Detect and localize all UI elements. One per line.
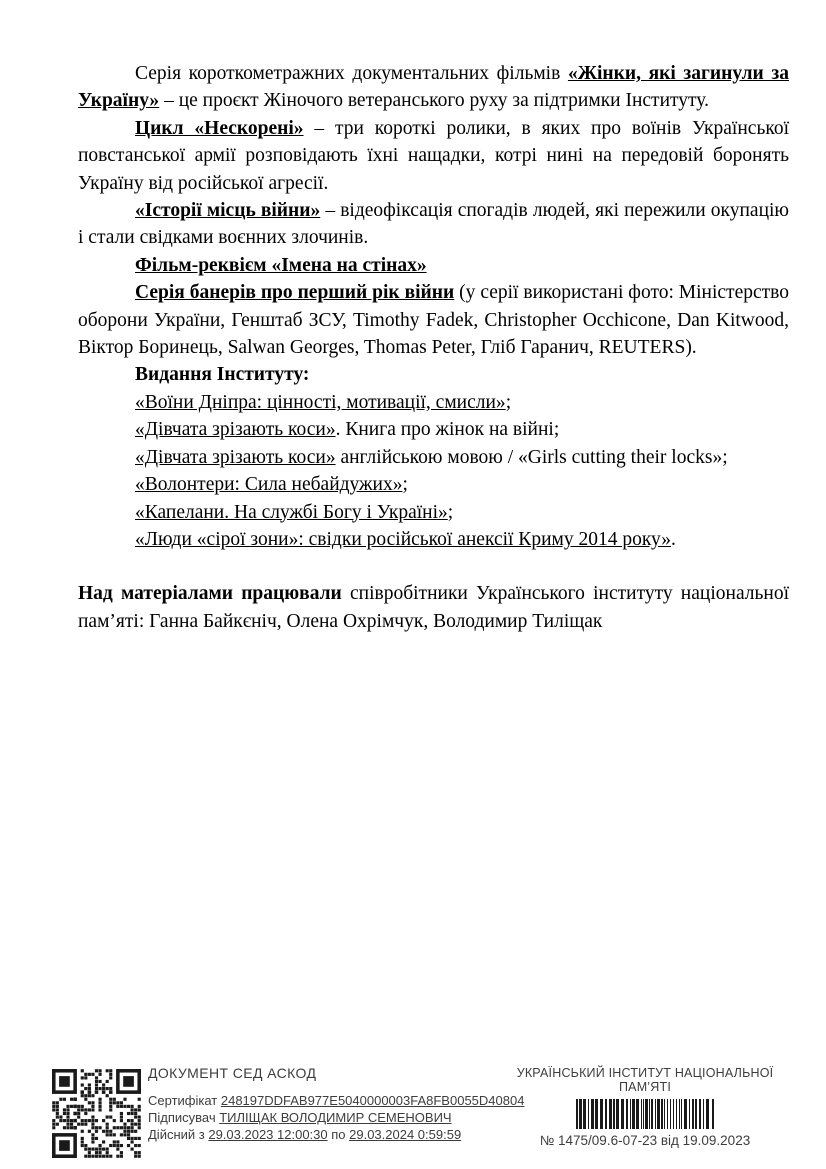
- valid-to-date: 29.03.2024 0:59:59: [349, 1127, 462, 1142]
- publications-heading: [78, 361, 789, 388]
- document-body: [78, 60, 789, 635]
- qr-code-image: [52, 1069, 141, 1158]
- signature-stamp: [148, 1065, 525, 1143]
- link-names-on-walls-film[interactable]: Фільм-реквієм «Імена на стінах»: [135, 254, 427, 276]
- paragraph-text: Серія короткометражних документальних фільмів: [135, 63, 568, 84]
- publication-item: [78, 444, 789, 471]
- certificate-label: Сертифікат: [148, 1093, 221, 1108]
- link-banners-series[interactable]: Серія банерів про перший рік війни: [135, 282, 455, 304]
- link-publication-girls-cut-locks-en[interactable]: «Дівчата зрізають коси»: [135, 446, 336, 468]
- publication-item: [78, 416, 789, 443]
- paragraph-text: . Книга про жінок на війні;: [335, 419, 560, 441]
- paragraph-text: – відеофіксація спогадів людей, які пережили окупацію і стали свідками воєнних злочинів.: [78, 200, 789, 249]
- link-publication-chaplains[interactable]: «Капелани. На службі Богу і Україні»: [135, 501, 448, 523]
- paragraph-neskoreni-cycle: [78, 115, 789, 197]
- paragraph-text: (у серії використані фото: Міністерство оборони України, Генштаб ЗСУ, Timothy Fadek, Christopher Occhicone, Dan Kitwood, Віктор Боринець, Salwan Georges, Thomas Peter, Гліб Гаранич, REUTERS).: [78, 282, 789, 359]
- validity-separator: по: [327, 1127, 350, 1142]
- link-neskoreni-cycle[interactable]: Цикл «Нескорені»: [135, 117, 304, 139]
- paragraph-text: співробітники Українського інституту національної пам’яті: Ганна Байкєніч, Олена Охрімчук, Володимир Тиліщак: [78, 583, 789, 632]
- signer-label: Підписувач: [148, 1110, 220, 1125]
- paragraph-text: – це проєкт Жіночого ветеранського руху за підтримки Інституту.: [159, 90, 709, 112]
- publication-item: [78, 471, 789, 498]
- heading-text: Видання Інституту:: [135, 364, 310, 386]
- paragraph-text: .: [671, 528, 676, 550]
- signature-system-label: ДОКУМЕНТ СЕД АСКОД: [148, 1065, 317, 1081]
- link-publication-voiny-dnipra[interactable]: «Воїни Дніпра: цінності, мотивації, смисли»: [135, 391, 506, 413]
- publication-item: [78, 389, 789, 416]
- link-war-places-stories[interactable]: «Історії місць війни»: [135, 200, 321, 222]
- publication-item: [78, 499, 789, 526]
- link-publication-girls-cut-locks[interactable]: «Дівчата зрізають коси»: [135, 419, 336, 441]
- certificate-line: [148, 1092, 525, 1109]
- paragraph-text: ;: [505, 391, 512, 413]
- certificate-number: 248197DDFAB977E5040000003FA8FB0055D40804: [220, 1093, 525, 1108]
- signer-line: [148, 1109, 498, 1126]
- barcode-image: [576, 1099, 715, 1129]
- paragraph-women-films: [78, 60, 789, 115]
- validity-line: [148, 1126, 498, 1143]
- paragraph-text: англійською мовою / «Girls cutting their locks»;: [335, 446, 728, 468]
- registration-stamp: [500, 1066, 790, 1148]
- credits-lead: Над матеріалами працювали: [78, 583, 342, 605]
- valid-from-date: 29.03.2023 12:00:30: [208, 1127, 328, 1142]
- publication-item: [78, 526, 789, 553]
- paragraph-text: – три короткі ролики, в яких про воїнів Української повстанської армії розповідають їхні нащадки, котрі нині на передовій боронять Україну від російської агресії.: [78, 117, 789, 194]
- credits-paragraph: [78, 580, 789, 635]
- link-publication-grey-zone-people[interactable]: «Люди «сірої зони»: свідки російської анексії Криму 2014 року»: [135, 528, 672, 550]
- registration-number: № 1475/09.6-07-23 від 19.09.2023: [539, 1133, 751, 1148]
- paragraph-requiem-film: [78, 252, 789, 279]
- link-publication-volunteers[interactable]: «Волонтери: Сила небайдужих»: [135, 474, 403, 496]
- organization-name: УКРАЇНСЬКИЙ ІНСТИТУТ НАЦІОНАЛЬНОЇ ПАМ’ЯТІ: [516, 1066, 774, 1094]
- paragraph-war-places-stories: [78, 197, 789, 252]
- paragraph-text: ;: [447, 501, 454, 523]
- validity-label: Дійсний з: [148, 1127, 209, 1142]
- signer-name: ТИЛІЩАК ВОЛОДИМИР СЕМЕНОВИЧ: [219, 1110, 452, 1125]
- paragraph-banners-series: [78, 279, 789, 361]
- qr-code-icon: [52, 1069, 141, 1158]
- paragraph-text: ;: [402, 474, 408, 496]
- link-women-who-died-for-ukraine[interactable]: «Жінки, які загинули за Україну»: [78, 63, 789, 112]
